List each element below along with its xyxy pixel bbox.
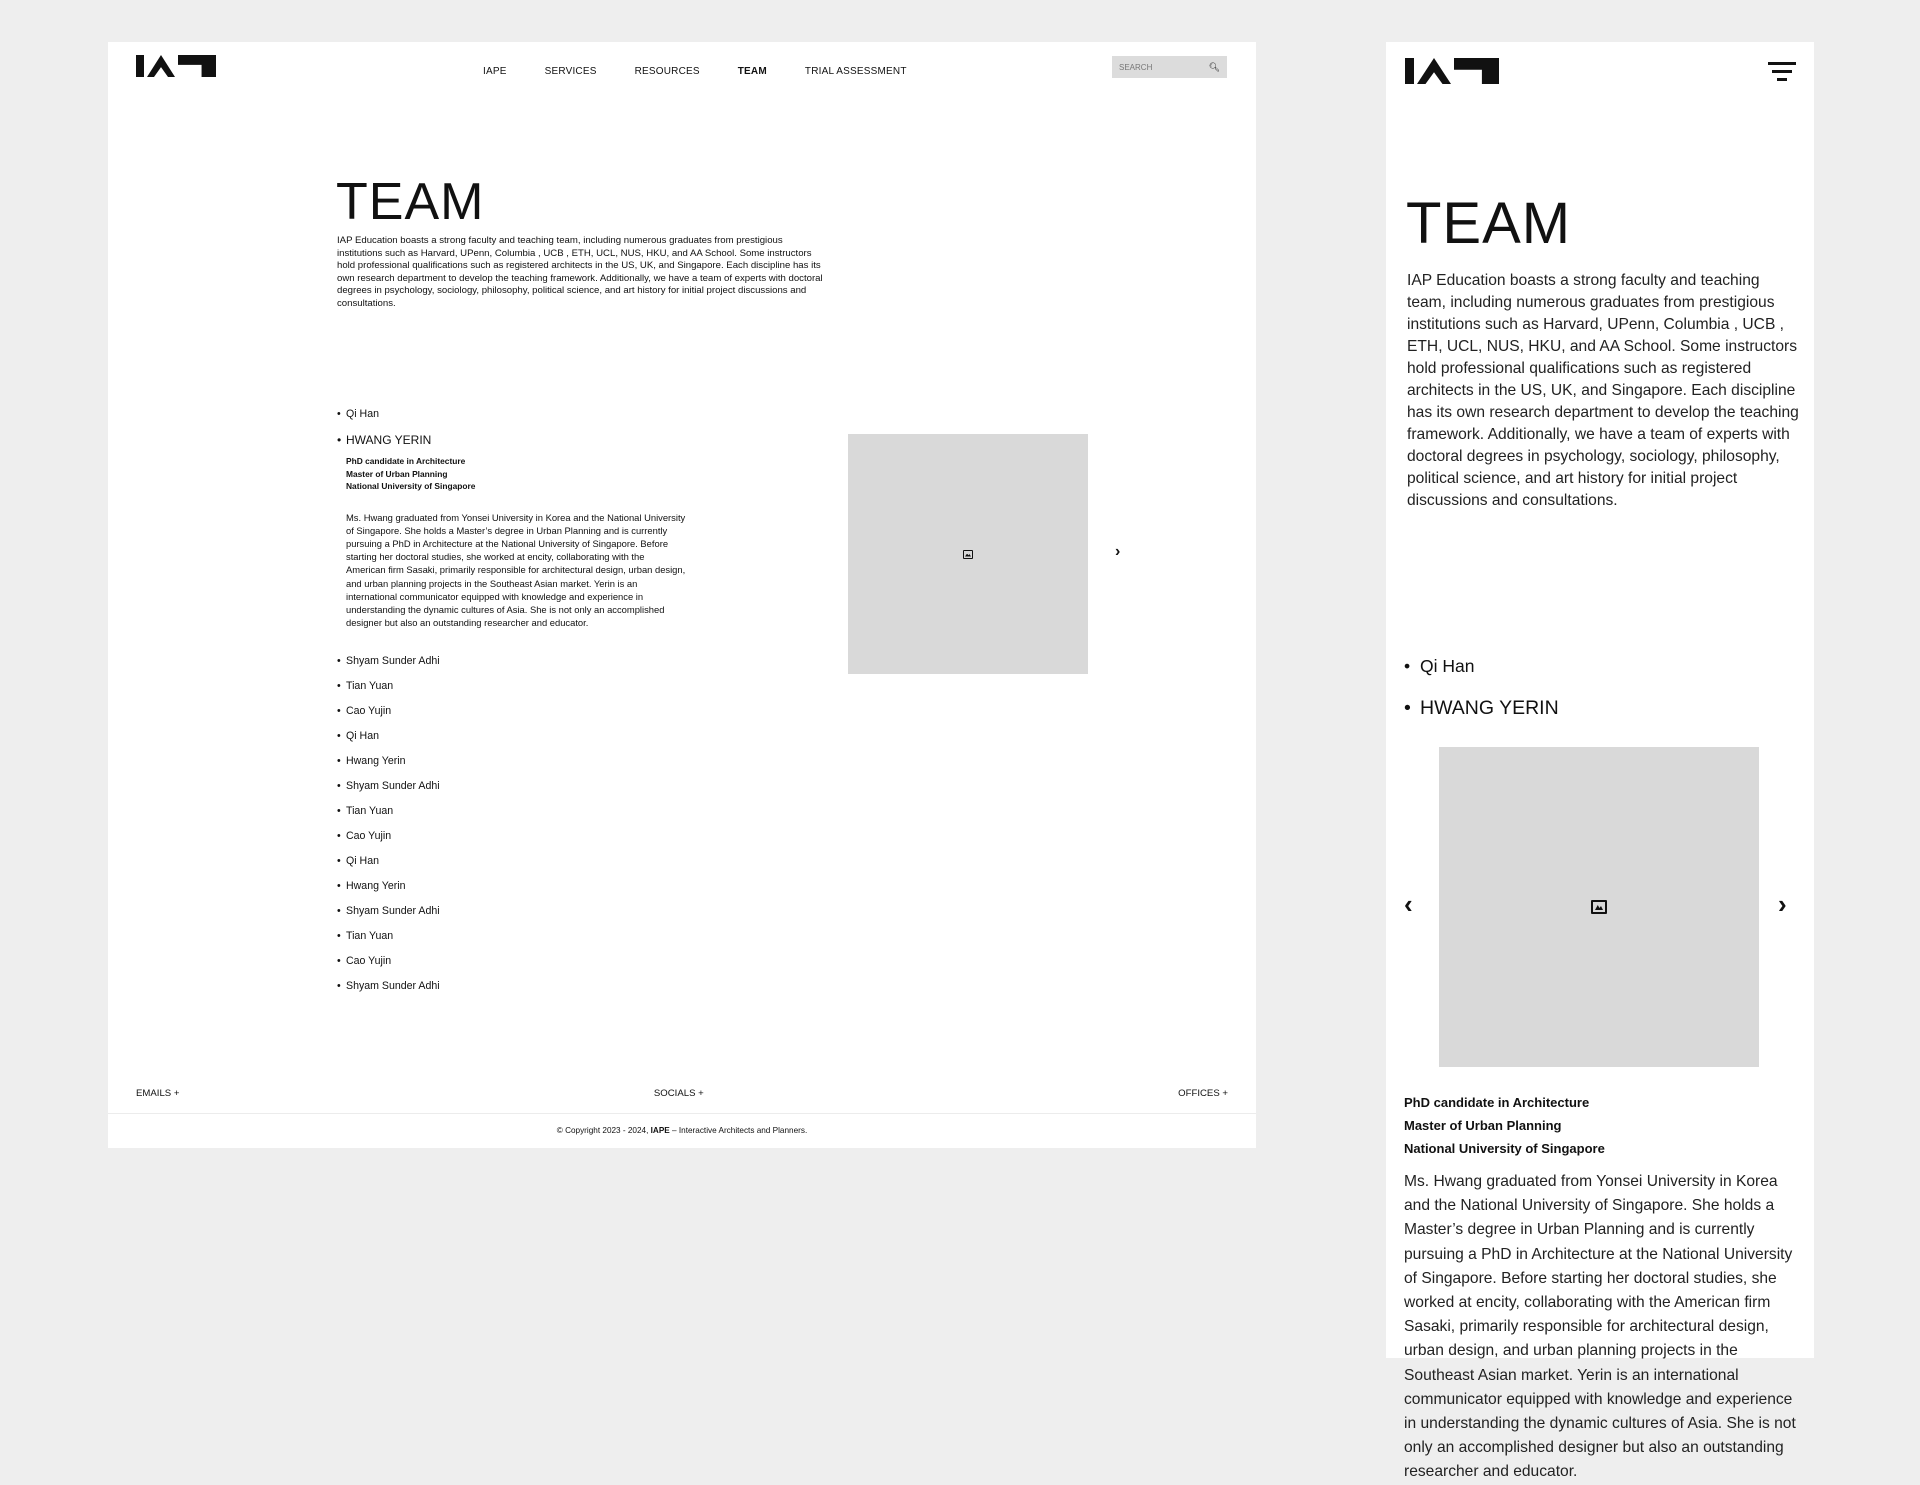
bullet-icon: • bbox=[1404, 656, 1411, 676]
main-nav bbox=[483, 66, 907, 77]
intro-text: IAP Education boasts a strong faculty and teaching team, including numerous graduates from prestigious institutions such as Harvard, UPenn, Columbia , UCB , ETH, UCL, NUS, HKU, and AA School. Some instructors hold professional qualifications such as registered architects in the US, UK, and Singapore. Each discipline has its own research department to develop the teaching framework. Additionally, we have a team of experts with doctoral degrees in psychology, sociology, philosophy, political science, and art history for initial project discussions and consultations. bbox=[1407, 272, 1799, 509]
member-name: Qi Han bbox=[346, 408, 379, 420]
member-qualifications bbox=[1404, 1091, 1605, 1160]
member-name: Qi Han bbox=[346, 854, 379, 867]
list-item-selected[interactable] bbox=[1404, 697, 1559, 720]
member-name: Shyam Sunder Adhi bbox=[346, 979, 440, 992]
list-item[interactable] bbox=[337, 905, 686, 930]
list-item[interactable] bbox=[1404, 656, 1559, 677]
bullet-icon: • bbox=[337, 804, 341, 817]
qualification: National University of Singapore bbox=[1404, 1141, 1605, 1156]
menu-line bbox=[1777, 78, 1787, 81]
member-name: Shyam Sunder Adhi bbox=[346, 904, 440, 917]
logo-mark-a bbox=[1417, 58, 1451, 84]
bullet-icon: • bbox=[337, 904, 341, 917]
member-qualifications bbox=[346, 455, 686, 493]
mobile-frame bbox=[1386, 42, 1814, 1481]
search-box bbox=[1112, 56, 1227, 78]
bullet-icon: • bbox=[337, 754, 341, 767]
copyright bbox=[108, 1126, 1256, 1135]
menu-icon[interactable] bbox=[1768, 62, 1796, 82]
nav-item-resources[interactable]: RESOURCES bbox=[634, 66, 700, 77]
qualification: Master of Urban Planning bbox=[346, 468, 448, 479]
member-name: Cao Yujin bbox=[346, 704, 392, 717]
list-item[interactable] bbox=[337, 780, 686, 805]
bullet-icon: • bbox=[337, 854, 341, 867]
footer-socials-toggle[interactable]: SOCIALS + bbox=[653, 1088, 704, 1099]
list-item[interactable] bbox=[337, 805, 686, 830]
page-title: TEAM bbox=[1406, 191, 1572, 256]
nav-item-trial-assessment[interactable]: TRIAL ASSESSMENT bbox=[804, 66, 907, 77]
qualification: PhD candidate in Architecture bbox=[1404, 1095, 1590, 1110]
copyright-brand: IAPE bbox=[650, 1126, 670, 1135]
list-item[interactable] bbox=[337, 980, 686, 1005]
bullet-icon: • bbox=[337, 954, 341, 967]
bullet-icon: • bbox=[337, 879, 341, 892]
member-name: Hwang Yerin bbox=[346, 879, 406, 892]
bullet-icon: • bbox=[337, 408, 341, 420]
logo-mark-p bbox=[178, 55, 216, 77]
photo-carousel bbox=[768, 434, 1121, 674]
footer-divider bbox=[108, 1113, 1256, 1114]
team-member-list bbox=[337, 408, 686, 1005]
member-name: Tian Yuan bbox=[346, 929, 394, 942]
team-member-list bbox=[1404, 656, 1559, 720]
list-item[interactable] bbox=[337, 855, 686, 880]
footer-offices-toggle[interactable]: OFFICES + bbox=[1178, 1088, 1228, 1099]
bullet-icon: • bbox=[337, 679, 341, 692]
image-icon bbox=[963, 550, 973, 559]
logo-mark-i bbox=[1405, 58, 1414, 84]
member-name: Tian Yuan bbox=[346, 679, 394, 692]
member-name: Hwang Yerin bbox=[346, 754, 406, 767]
copyright-prefix: © Copyright 2023 - 2024, bbox=[556, 1126, 651, 1135]
chevron-right-icon[interactable]: › bbox=[1778, 889, 1787, 919]
bullet-icon: • bbox=[337, 929, 341, 942]
list-item[interactable] bbox=[337, 830, 686, 855]
list-item[interactable] bbox=[337, 408, 686, 433]
list-item-selected[interactable] bbox=[337, 433, 686, 655]
chevron-left-icon[interactable]: ‹ bbox=[1404, 889, 1413, 919]
list-item[interactable] bbox=[337, 655, 686, 680]
bullet-icon: • bbox=[337, 729, 341, 742]
search-input[interactable] bbox=[1119, 63, 1204, 72]
member-name: Qi Han bbox=[1420, 656, 1475, 676]
nav-item-team[interactable]: TEAM bbox=[737, 66, 767, 77]
member-detail bbox=[337, 455, 686, 655]
desktop-frame bbox=[108, 42, 1256, 1148]
member-name: Shyam Sunder Adhi bbox=[346, 779, 440, 792]
nav-item-services[interactable]: SERVICES bbox=[544, 66, 597, 77]
list-item[interactable] bbox=[337, 955, 686, 980]
member-photo-placeholder bbox=[848, 434, 1088, 674]
member-photo-placeholder bbox=[1439, 747, 1759, 1067]
logo-mark-a bbox=[147, 55, 175, 77]
member-bio: Ms. Hwang graduated from Yonsei University in Korea and the National University of Singapore. She holds a Master’s degree in Urban Planning and is currently pursuing a PhD in Architecture at the National University of Singapore. Before starting her doctoral studies, she worked at encity, collaborating with the American firm Sasaki, primarily responsible for architectural design, urban design, and urban planning projects in the Southeast Asian market. Yerin is an international communicator equipped with knowledge and experience in understanding the dynamic cultures of Asia. She is not only an accomplished designer but also an outstanding researcher and educator. bbox=[1404, 1173, 1796, 1481]
logo-mark-i bbox=[136, 55, 144, 77]
intro-text: IAP Education boasts a strong faculty and teaching team, including numerous graduates from prestigious institutions such as Harvard, UPenn, Columbia , UCB , ETH, UCL, NUS, HKU, and AA School. Some instructors hold professional qualifications such as registered architects in the US, UK, and Singapore. Each discipline has its own research department to develop the teaching framework. Additionally, we have a team of experts with doctoral degrees in psychology, sociology, philosophy, political science, and art history for initial project discussions and consultations. bbox=[337, 235, 823, 309]
footer-links bbox=[136, 1088, 1228, 1099]
list-item[interactable] bbox=[337, 755, 686, 780]
qualification: PhD candidate in Architecture bbox=[346, 456, 466, 466]
list-item[interactable] bbox=[337, 730, 686, 755]
member-name: Tian Yuan bbox=[346, 804, 394, 817]
page-title: TEAM bbox=[336, 173, 485, 231]
list-item[interactable] bbox=[337, 705, 686, 730]
member-name-row bbox=[337, 433, 431, 447]
logo-mark-p bbox=[1454, 58, 1499, 84]
search-icon[interactable]: 🔍︎ bbox=[1208, 61, 1220, 72]
bullet-icon: • bbox=[337, 704, 341, 717]
footer-emails-toggle[interactable]: EMAILS + bbox=[136, 1088, 180, 1099]
list-item[interactable] bbox=[337, 880, 686, 905]
member-name: Cao Yujin bbox=[346, 954, 392, 967]
list-item[interactable] bbox=[337, 930, 686, 955]
member-name: Qi Han bbox=[346, 729, 379, 742]
image-icon bbox=[1591, 900, 1607, 914]
bullet-icon: • bbox=[337, 433, 342, 447]
bullet-icon: • bbox=[337, 654, 341, 667]
iap-logo[interactable] bbox=[136, 55, 216, 77]
chevron-right-icon[interactable]: › bbox=[1115, 543, 1121, 560]
qualification: National University of Singapore bbox=[346, 481, 476, 492]
member-name: Shyam Sunder Adhi bbox=[346, 654, 440, 667]
member-name: HWANG YERIN bbox=[1420, 697, 1559, 719]
bullet-icon: • bbox=[337, 829, 341, 842]
bullet-icon: • bbox=[337, 779, 341, 792]
member-name: HWANG YERIN bbox=[346, 433, 432, 447]
list-item[interactable] bbox=[337, 680, 686, 705]
menu-line bbox=[1772, 70, 1792, 73]
menu-line bbox=[1768, 62, 1796, 65]
nav-item-iape[interactable]: IAPE bbox=[483, 66, 507, 77]
bullet-icon: • bbox=[337, 979, 341, 992]
bullet-icon: • bbox=[1404, 697, 1411, 719]
member-bio: Ms. Hwang graduated from Yonsei University in Korea and the National University of Singapore. She holds a Master’s degree in Urban Planning and is currently pursuing a PhD in Architecture at the National University of Singapore. Before starting her doctoral studies, she worked at encity, collaborating with the American firm Sasaki, primarily responsible for architectural design, urban design, and urban planning projects in the Southeast Asian market. Yerin is an international communicator equipped with knowledge and experience in understanding the dynamic cultures of Asia. She is not only an accomplished designer but also an outstanding researcher and educator. bbox=[346, 512, 686, 628]
qualification: Master of Urban Planning bbox=[1404, 1118, 1562, 1133]
copyright-suffix: – Interactive Architects and Planners. bbox=[669, 1126, 808, 1135]
iap-logo[interactable] bbox=[1405, 58, 1499, 84]
member-name: Cao Yujin bbox=[346, 829, 392, 842]
photo-carousel bbox=[1386, 747, 1814, 1067]
